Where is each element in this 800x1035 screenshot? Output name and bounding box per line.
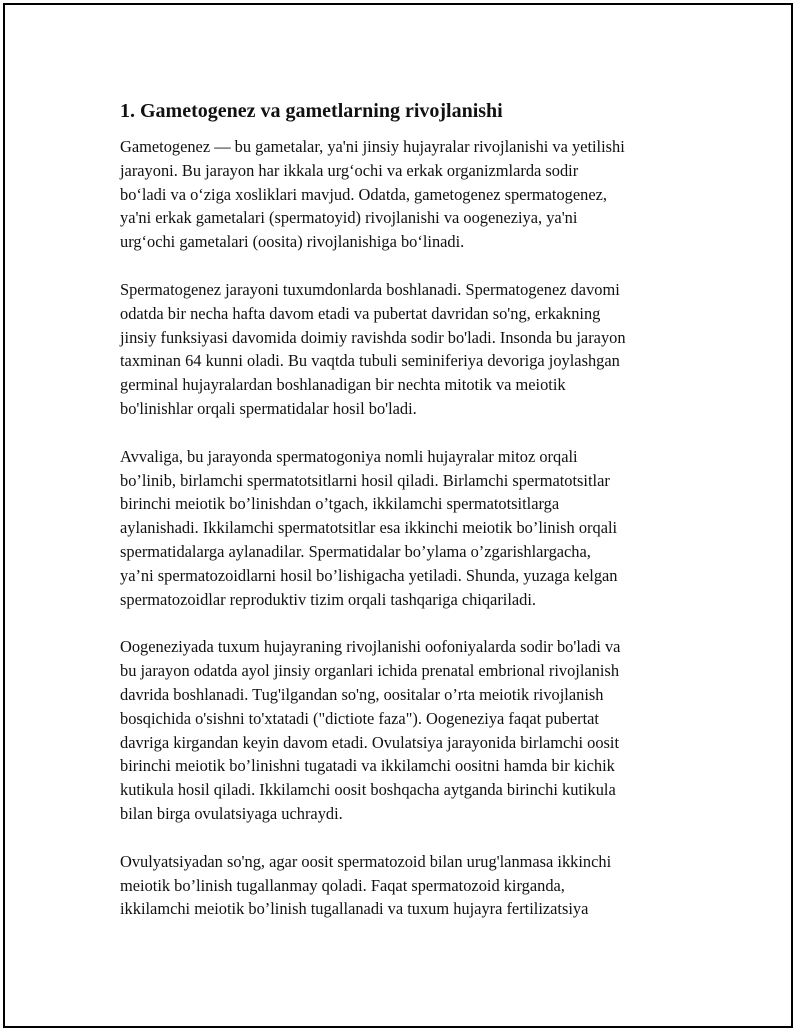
text-line: Spermatogenez jarayoni tuxumdonlarda boshlanadi. Spermatogenez davomi <box>120 279 620 299</box>
text-line: bo'linishlar orqali spermatidalar hosil bo'ladi. <box>120 398 417 418</box>
text-line: aylanishadi. Ikkilamchi spermatotsitlar esa ikkinchi meiotik bo’linish orqali <box>120 518 618 538</box>
text-line: davriga kirgandan keyin davom etadi. Ovulatsiya jarayonida birlamchi oosit <box>120 732 620 752</box>
text-line: ya'ni erkak gametalari (spermatoyid) rivojlanishi va oogeneziya, ya'ni <box>120 208 578 228</box>
paragraph-spermatogenesis <box>120 278 700 421</box>
text-line: bosqichida o'sishni to'xtatadi ("dictiote faza"). Oogeneziya faqat pubertat <box>120 708 599 728</box>
paragraph-gametogenesis-intro <box>120 135 700 254</box>
paragraph-oogenesis <box>120 635 700 825</box>
text-line: taxminan 64 kunni oladi. Bu vaqtda tubuli seminiferiya devoriga joylashgan <box>120 351 620 371</box>
text-line: odatda bir necha hafta davom etadi va pubertat davridan so'ng, erkakning <box>120 303 601 323</box>
text-line: spermatozoidlar reproduktiv tizim orqali tashqariga chiqariladi. <box>120 589 537 609</box>
text-line: bu jarayon odatda ayol jinsiy organlari ichida prenatal embrional rivojlanish <box>120 661 620 681</box>
text-line: birinchi meiotik bo’linishni tugatadi va ikkilamchi oositni hamda bir kichik <box>120 756 615 776</box>
text-line: birinchi meiotik bo’linishdan o’tgach, ikkilamchi spermatotsitlarga <box>120 494 560 514</box>
text-line: Oogeneziyada tuxum hujayraning rivojlanishi oofoniyalarda sodir bo'ladi va <box>120 637 621 657</box>
text-line: bo’linib, birlamchi spermatotsitlarni hosil qiladi. Birlamchi spermatotsitlar <box>120 470 610 490</box>
text-line: meiotik bo’linish tugallanmay qoladi. Faqat spermatozoid kirganda, <box>120 875 565 895</box>
text-line: ya’ni spermatozoidlarni hosil bo’lishigacha yetiladi. Shunda, yuzaga kelgan <box>120 565 618 585</box>
text-line: Avvaliga, bu jarayonda spermatogoniya nomli hujayralar mitoz orqali <box>120 446 578 466</box>
text-line: jinsiy funksiyasi davomida doimiy ravishda sodir bo'ladi. Insonda bu jarayon <box>120 327 626 347</box>
document-page <box>3 3 793 1028</box>
paragraph-ovulation <box>120 850 700 921</box>
text-line: davrida boshlanadi. Tug'ilgandan so'ng, oositalar o’rta meiotik rivojlanish <box>120 684 604 704</box>
text-line: germinal hujayralardan boshlanadigan bir nechta mitotik va meiotik <box>120 375 566 395</box>
text-line: kutikula hosil qiladi. Ikkilamchi oosit boshqacha aytganda birinchi kutikula <box>120 780 616 800</box>
document-body <box>120 98 700 945</box>
paragraph-spermatogonia <box>120 445 700 612</box>
text-line: ikkilamchi meiotik bo’linish tugallanadi va tuxum hujayra fertilizatsiya <box>120 899 589 919</box>
text-line: urg‘ochi gametalari (oosita) rivojlanishiga bo‘linadi. <box>120 232 465 252</box>
text-line: bo‘ladi va o‘ziga xosliklari mavjud. Odatda, gametogenez spermatogenez, <box>120 184 607 204</box>
text-line: bilan birga ovulatsiyaga uchraydi. <box>120 803 343 823</box>
text-line: jarayoni. Bu jarayon har ikkala urg‘ochi va erkak organizmlarda sodir <box>120 160 579 180</box>
text-line: Ovulyatsiyadan so'ng, agar oosit spermatozoid bilan urug'lanmasa ikkinchi <box>120 851 612 871</box>
text-line: Gametogenez — bu gametalar, ya'ni jinsiy hujayralar rivojlanishi va yetilishi <box>120 137 625 156</box>
section-heading: 1. Gametogenez va gametlarning rivojlanishi <box>120 100 503 122</box>
text-line: spermatidalarga aylanadilar. Spermatidalar bo’ylama o’zgarishlargacha, <box>120 541 591 561</box>
